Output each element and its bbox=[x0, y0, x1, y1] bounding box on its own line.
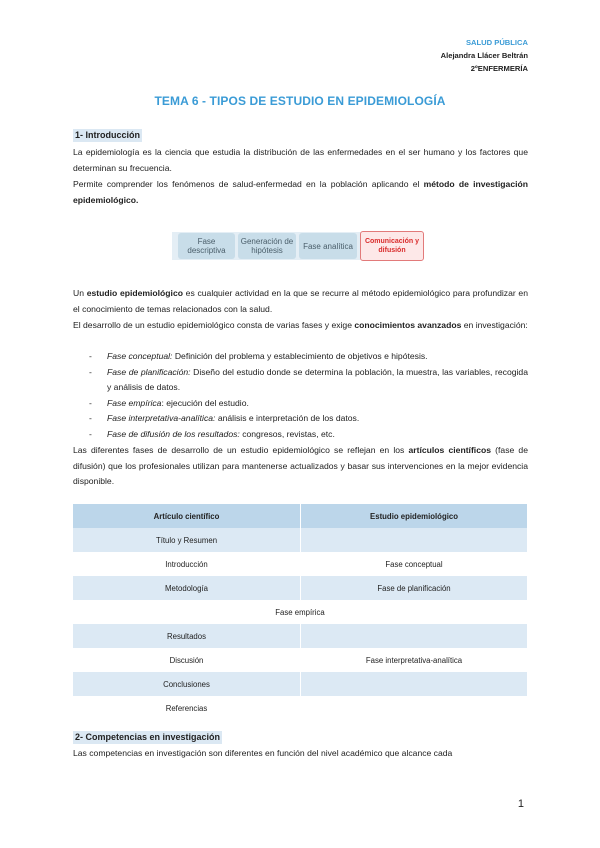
paragraph-fases bbox=[73, 318, 528, 334]
page-number: 1 bbox=[517, 798, 524, 810]
header-course: 2ºENFERMERÍA bbox=[470, 64, 528, 73]
column-header-estudio: Estudio epidemiológico bbox=[301, 504, 528, 528]
text-segment: Un bbox=[73, 288, 87, 298]
flow-step-descriptive: Fase descriptiva bbox=[178, 233, 235, 259]
paragraph-estudio bbox=[73, 286, 528, 317]
table-cell: Metodología bbox=[73, 576, 301, 600]
table-cell: Título y Resumen bbox=[73, 528, 301, 552]
column-header-articulo: Artículo científico bbox=[73, 504, 301, 528]
phase-name: Fase conceptual: bbox=[107, 351, 173, 361]
flow-step-hypothesis: Generación de hipótesis bbox=[238, 233, 296, 259]
section-2-heading: 2- Competencias en investigación bbox=[75, 732, 221, 742]
header-subject: SALUD PÚBLICA bbox=[465, 38, 528, 47]
phase-name: Fase de planificación: bbox=[107, 366, 191, 377]
table-cell: Fase interpretativa-analítica bbox=[301, 648, 528, 672]
phase-name: Fase empírica bbox=[107, 397, 162, 408]
phase-name: Fase de difusión de los resultados: bbox=[107, 428, 240, 439]
paragraph-competencias: Las competencias en investigación son diferentes en función del nivel académico que alcance cada bbox=[73, 748, 453, 758]
list-item: - Fase interpretativa-analítica: análisis e interpretación de los datos. bbox=[89, 413, 360, 424]
bold-segment: método de investigación epidemiológico. bbox=[73, 179, 528, 205]
phase-desc: congresos, revistas, etc. bbox=[239, 428, 335, 439]
text-segment: es cualquier actividad en la que se recurre al método epidemiológico para profundizar en el conocimiento de temas relacionados con la salud. bbox=[73, 288, 528, 314]
text-segment: Permite comprender los fenómenos de salud-enfermedad en la población aplicando el bbox=[73, 179, 424, 189]
table-cell bbox=[301, 672, 528, 696]
table-row bbox=[73, 576, 528, 600]
table-header-row bbox=[73, 504, 528, 528]
section-1-heading: 1- Introducción bbox=[75, 130, 140, 140]
table-cell: Conclusiones bbox=[73, 672, 301, 696]
phase-desc: Diseño del estudio donde se determina la población, la muestra, las variables, recogida y análisis de datos. bbox=[107, 366, 528, 393]
paragraph-intro-1: La epidemiología es la ciencia que estudia la distribución de las enfermedades en el ser humano y los factores que determinan su frecuencia. bbox=[73, 147, 528, 173]
bold-segment: conocimientos avanzados bbox=[354, 320, 462, 330]
table-cell: Fase de planificación bbox=[301, 576, 528, 600]
flow-step-analytic: Fase analítica bbox=[299, 233, 357, 259]
text-segment: El desarrollo de un estudio epidemiológico consta de varias fases y exige bbox=[73, 320, 355, 330]
table-cell: Resultados bbox=[73, 624, 301, 648]
bold-segment: estudio epidemiológico bbox=[86, 288, 183, 298]
table-cell: Introducción bbox=[73, 552, 301, 576]
phase-desc: Definición del problema y establecimiento de objetivos e hipótesis. bbox=[172, 351, 428, 361]
method-flow-diagram bbox=[172, 229, 430, 265]
table-cell: Discusión bbox=[73, 648, 301, 672]
list-item: - Fase de difusión de los resultados: congresos, revistas, etc. bbox=[89, 428, 335, 439]
table-row bbox=[73, 696, 528, 720]
text-segment: (fase de difusión) que los profesionales utilizan para mantenerse actualizados y basar sus intervenciones en la mejor evidencia disponible. bbox=[73, 445, 528, 487]
phases-list bbox=[73, 349, 528, 443]
table-cell: Fase conceptual bbox=[301, 552, 528, 576]
header-author: Alejandra Llácer Beltrán bbox=[440, 51, 528, 60]
phase-name: Fase interpretativa-analítica: bbox=[107, 413, 216, 424]
table-cell bbox=[301, 528, 528, 552]
list-item: - Fase conceptual: Definición del problema y establecimiento de objetivos e hipótesis. bbox=[89, 351, 428, 361]
phase-desc: análisis e interpretación de los datos. bbox=[215, 413, 360, 424]
document-title: TEMA 6 - TIPOS DE ESTUDIO EN EPIDEMIOLOGÍA bbox=[154, 94, 446, 108]
paragraph-articulos bbox=[73, 443, 528, 490]
table-cell-span: Fase empírica bbox=[73, 600, 528, 624]
comparison-table bbox=[73, 504, 528, 720]
table-row bbox=[73, 672, 528, 696]
document-header bbox=[441, 36, 528, 75]
text-segment: Las diferentes fases de desarrollo de un estudio epidemiológico se reflejan en los bbox=[73, 445, 409, 455]
table-row bbox=[73, 528, 528, 552]
bold-segment: artículos científicos bbox=[408, 445, 491, 455]
text-segment: en investigación: bbox=[461, 320, 528, 330]
table-row bbox=[73, 624, 528, 648]
list-item: - Fase de planificación: Diseño del estudio donde se determina la población, la muestra, las variables, recogida y análisis de datos. bbox=[89, 366, 528, 393]
table-cell: Referencias bbox=[73, 696, 301, 720]
table-row bbox=[73, 600, 528, 624]
list-item: - Fase empírica: ejecución del estudio. bbox=[89, 397, 249, 408]
paragraph-intro-2 bbox=[73, 177, 528, 208]
table-row bbox=[73, 552, 528, 576]
table-cell bbox=[301, 624, 528, 648]
phase-desc: : ejecución del estudio. bbox=[161, 397, 249, 408]
flow-step-communication: Comunicación y difusión bbox=[360, 231, 424, 261]
table-row bbox=[73, 648, 528, 672]
table-cell bbox=[301, 696, 528, 720]
